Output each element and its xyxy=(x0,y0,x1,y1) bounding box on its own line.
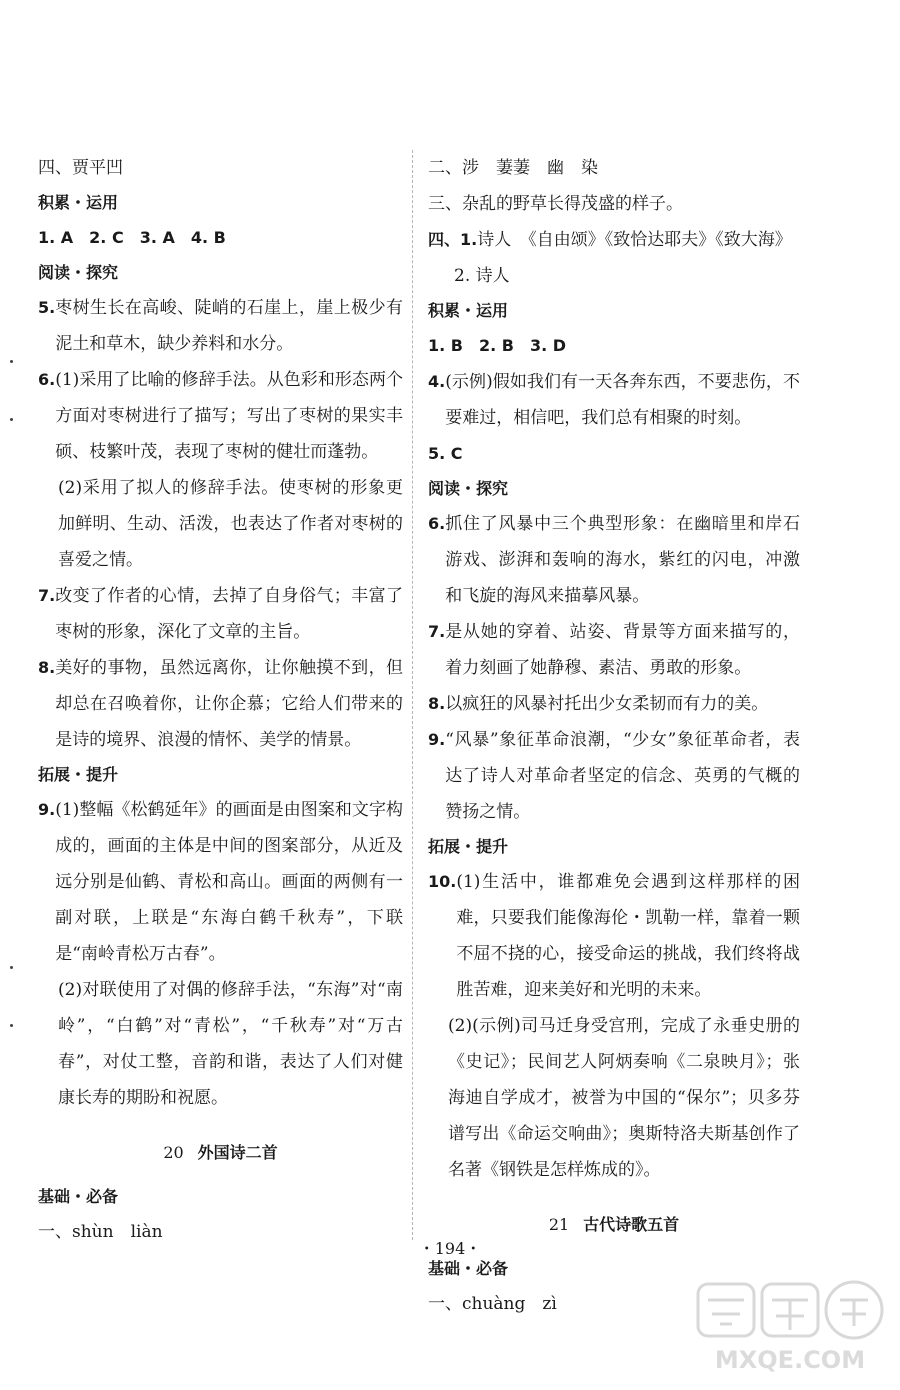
section-heading xyxy=(38,186,403,220)
question-number: 4. xyxy=(428,372,446,391)
question-number: 9. xyxy=(38,800,56,819)
margin-dot xyxy=(10,418,13,421)
answer-item xyxy=(38,650,403,758)
answer-item xyxy=(428,222,800,258)
answer-line xyxy=(38,150,403,186)
column-divider xyxy=(412,150,413,1240)
answer-text: (示例)假如我们有一天各奔东西，不要悲伤，不要难过，相信吧，我们总有相聚的时刻。 xyxy=(445,372,800,428)
margin-dot xyxy=(10,360,13,363)
question-number: 四、1. xyxy=(428,230,478,249)
answer-text: 一、chuàng zì xyxy=(428,1294,557,1314)
question-number: 5. xyxy=(38,298,56,317)
margin-dot xyxy=(10,966,13,969)
section-heading xyxy=(38,1180,403,1214)
answer-text: “风暴”象征革命浪潮，“少女”象征革命者，表达了诗人对革命者坚定的信念、英勇的气概的赞扬之情。 xyxy=(445,730,800,822)
answer-text: 是从她的穿着、站姿、背景等方面来描写的，着力刻画了她静穆、素洁、勇敢的形象。 xyxy=(445,622,800,678)
section-number: 21 xyxy=(548,1215,570,1234)
answer-line xyxy=(38,470,403,578)
answer-item xyxy=(38,792,403,972)
answer-text: (2)(示例)司马迁身受宫刑，完成了永垂史册的《史记》；民间艺人阿炳奏响《二泉映月》；张海迪自学成才，被誉为中国的“保尔”；贝多芬谱写出《命运交响曲》；奥斯特洛夫斯基创作了名著《钢铁是怎样炼成的》。 xyxy=(448,1016,800,1180)
answer-text: 二、涉 萋萋 幽 染 xyxy=(428,158,598,178)
heading-text: 阅读・探究 xyxy=(428,479,509,498)
left-answers xyxy=(38,150,403,1116)
answer-line xyxy=(428,150,800,186)
section-heading xyxy=(38,758,403,792)
section-heading xyxy=(38,256,403,290)
section-name: 古代诗歌五首 xyxy=(583,1215,680,1234)
heading-text: 拓展・提升 xyxy=(38,765,119,784)
question-number: 9. xyxy=(428,730,446,749)
answer-text: 改变了作者的心情，去掉了自身俗气；丰富了枣树的形象，深化了文章的主旨。 xyxy=(55,586,403,642)
answer-text: 1. B 2. B 3. D xyxy=(428,336,567,355)
choice-answers xyxy=(428,328,800,364)
choice-answers xyxy=(428,436,800,472)
answer-text: 1. A 2. C 3. A 4. B xyxy=(38,228,226,247)
page-number: ・194・ xyxy=(418,1239,482,1258)
answer-text: (1)采用了比喻的修辞手法。从色彩和形态两个方面对枣树进行了描写；写出了枣树的果实丰硕、枝繁叶茂，表现了枣树的健壮而蓬勃。 xyxy=(55,370,403,462)
section-heading xyxy=(428,294,800,328)
answer-text: 抓住了风暴中三个典型形象：在幽暗里和岸石游戏、澎湃和轰响的海水，紫红的闪电，冲激和飞旋的海风来描摹风暴。 xyxy=(445,514,800,606)
answer-text: 一、shùn liàn xyxy=(38,1222,163,1242)
answer-line xyxy=(38,972,403,1116)
answer-item xyxy=(428,364,800,436)
answer-item xyxy=(428,614,800,686)
heading-text: 基础・必备 xyxy=(428,1259,509,1278)
heading-text: 积累・运用 xyxy=(38,193,119,212)
answer-item xyxy=(428,722,800,830)
section-number: 20 xyxy=(163,1143,184,1162)
heading-text: 积累・运用 xyxy=(428,301,509,320)
section-heading xyxy=(428,472,800,506)
question-number: 7. xyxy=(38,586,56,605)
question-number: 6. xyxy=(38,370,56,389)
answer-text: 诗人 《自由颂》《致恰达耶夫》《致大海》 xyxy=(477,230,792,250)
answer-text: 以疯狂的风暴衬托出少女柔韧而有力的美。 xyxy=(445,694,769,714)
answer-item xyxy=(428,864,800,1008)
answer-item xyxy=(38,362,403,470)
heading-text: 基础・必备 xyxy=(38,1187,119,1206)
answer-line xyxy=(428,258,800,294)
question-number: 8. xyxy=(38,658,56,677)
answer-text: 美好的事物，虽然远离你，让你触摸不到，但却总在召唤着你，让你企慕；它给人们带来的是诗的境界、浪漫的情怀、美学的情景。 xyxy=(55,658,403,750)
section-name: 外国诗二首 xyxy=(197,1143,278,1162)
watermark-logo-icon xyxy=(690,1278,890,1378)
answer-item xyxy=(38,578,403,650)
answer-line xyxy=(428,1008,800,1188)
question-number: 8. xyxy=(428,694,446,713)
section-title-20 xyxy=(38,1136,403,1170)
right-answers xyxy=(428,150,800,1188)
answer-text: 四、贾平凹 xyxy=(38,158,123,178)
answer-text: 枣树生长在高峻、陡峭的石崖上，崖上极少有泥土和草木，缺少养料和水分。 xyxy=(55,298,403,354)
choice-answers xyxy=(38,220,403,256)
answer-text: (2)采用了拟人的修辞手法。使枣树的形象更加鲜明、生动、活泼，也表达了作者对枣树的喜爱之情。 xyxy=(58,478,403,570)
answer-item xyxy=(428,506,800,614)
watermark-url: MXQE.COM xyxy=(714,1346,866,1374)
margin-dot xyxy=(10,1024,13,1027)
question-number: 7. xyxy=(428,622,446,641)
heading-text: 阅读・探究 xyxy=(38,263,119,282)
answer-text: (1)整幅《松鹤延年》的画面是由图案和文字构成的，画面的主体是中间的图案部分，从近及远分别是仙鹤、青松和高山。画面的两侧有一副对联，上联是“东海白鹤千秋寿”，下联是“南岭青松万古春”。 xyxy=(55,800,403,964)
answer-text: 5. C xyxy=(428,444,463,463)
question-number: 6. xyxy=(428,514,446,533)
answer-text: 2. 诗人 xyxy=(454,266,510,286)
left-column xyxy=(38,150,403,1250)
answer-text: (1)生活中，谁都难免会遇到这样那样的困难，只要我们能像海伦・凯勒一样，靠着一颗不屈不挠的心，接受命运的挑战，我们终将战胜苦难，迎来美好和光明的未来。 xyxy=(456,872,800,1000)
section-heading xyxy=(428,830,800,864)
answer-item xyxy=(428,686,800,722)
question-number: 10. xyxy=(428,872,457,891)
answer-text: 三、杂乱的野草长得茂盛的样子。 xyxy=(428,194,683,214)
answer-text: (2)对联使用了对偶的修辞手法，“东海”对“南岭”，“白鹤”对“青松”，“千秋寿”对“万古春”，对仗工整，音韵和谐，表达了人们对健康长寿的期盼和祝愿。 xyxy=(58,980,403,1108)
answer-line xyxy=(428,186,800,222)
heading-text: 拓展・提升 xyxy=(428,837,509,856)
answer-item xyxy=(38,290,403,362)
right-column xyxy=(428,150,800,1322)
